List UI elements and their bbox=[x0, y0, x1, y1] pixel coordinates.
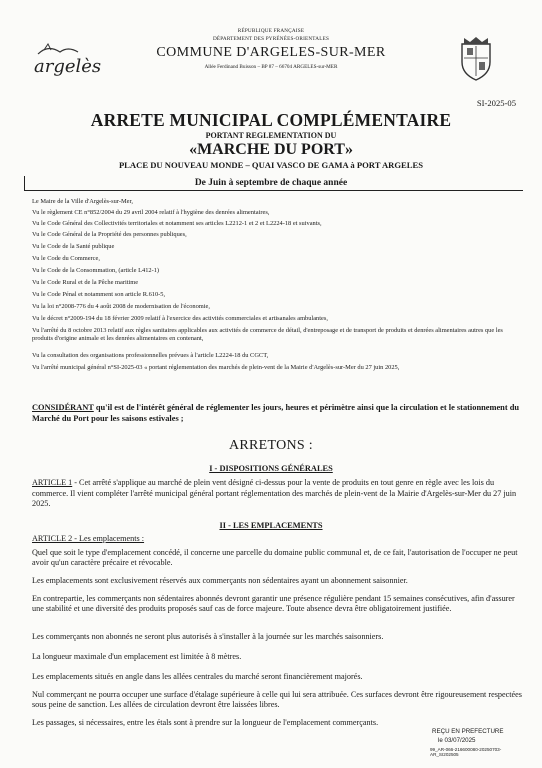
logo-wordmark: argelès bbox=[34, 56, 102, 77]
visa-line: Le Maire de la Ville d'Argelès-sur-Mer, bbox=[32, 198, 133, 205]
visa-line: Vu le Code Rural et de la Pêche maritime bbox=[32, 279, 139, 286]
republique-label: RÉPUBLIQUE FRANÇAISE bbox=[237, 28, 305, 34]
article-1 bbox=[32, 478, 522, 510]
commune-address: Allée Ferdinand Buisson – BP 87 – 66704 ARGELES-sur-MER bbox=[204, 64, 338, 70]
visa-line: Vu le décret n°2009-194 du 18 février 2009 relatif à l'exercice des activités commerciales et artisanales ambulantes, bbox=[32, 315, 328, 322]
article-paragraph: Quel que soit le type d'emplacement concédé, il concerne une parcelle du domaine public communal et, de ce fait, l'autorisation de l'occuper ne peut avoir qu'un caractère précaire et révocable. bbox=[32, 548, 518, 567]
visa-line: Vu le Code Général des Collectivités territoriales et notamment ses articles L2212-1 et 2 et L2224-18 et suivants, bbox=[32, 220, 322, 227]
article-paragraph: La longueur maximale d'un emplacement est limitée à 8 mètres. bbox=[32, 652, 242, 661]
document-title: ARRETE MUNICIPAL COMPLÉMENTAIRE bbox=[90, 110, 452, 130]
stamp-date: le 03/07/2025 bbox=[438, 737, 476, 744]
arretons-heading: ARRETONS : bbox=[228, 438, 314, 453]
section-heading-dispositions: I - DISPOSITIONS GÉNÉRALES bbox=[209, 464, 333, 473]
document-subtitle: PORTANT REGLEMENTATION DU bbox=[205, 131, 337, 140]
stamp-identifier: 99_AR-066-216600080-20250703-AR_SI202505 bbox=[430, 747, 502, 757]
visa-line: Vu le Code Pénal et notamment son article R.610-5, bbox=[32, 291, 166, 298]
market-period: De Juin à septembre de chaque année bbox=[194, 178, 348, 188]
section-heading-emplacements: II - LES EMPLACEMENTS bbox=[219, 521, 323, 530]
considerant-label: CONSIDÉRANT bbox=[32, 403, 94, 412]
visa-line: Vu le Code de la Consommation, (article L412-1) bbox=[32, 267, 160, 274]
commune-name: COMMUNE D'ARGELES-SUR-MER bbox=[156, 45, 386, 60]
visa-line: Vu l'arrêté du 8 octobre 2013 relatif aux règles sanitaires applicables aux activités de commerce de détail, d'entreposage et de transport de produits et denrées alimentaires autres que les produits d'origine animale et les denrées alimentaires en contenant, bbox=[32, 327, 503, 342]
departement-label: DÉPARTEMENT DES PYRÉNÉES-ORIENTALES bbox=[212, 36, 330, 42]
considerant-text: qu'il est de l'intérêt général de réglementer les jours, heures et périmètre ainsi que la circulation et le stationnement du Marché du Port pour les saisons estivales ; bbox=[32, 403, 520, 423]
prefecture-stamp bbox=[430, 727, 522, 757]
visa-line: Vu la loi n°2008-776 du 4 août 2008 de modernisation de l'économie, bbox=[32, 303, 210, 310]
visa-line: Vu le Code du Commerce, bbox=[32, 255, 100, 262]
market-location: PLACE DU NOUVEAU MONDE – QUAI VASCO DE GAMA à PORT ARGELES bbox=[118, 160, 424, 170]
considerant-paragraph bbox=[32, 402, 522, 424]
article-paragraph: Les passages, si nécessaires, entre les étals sont à prendre sur la longueur de l'emplacement commerçants. bbox=[32, 718, 379, 727]
article-paragraph: En contrepartie, les commerçants non sédentaires abonnés devront garantir une présence régulière pendant 15 semaines consécutives, afin d'assurer une stabilité et une diversité des produits proposés sauf cas de force majeure. Toute absence devra être obligatoirement justifiée. bbox=[32, 594, 515, 613]
market-name: «MARCHE DU PORT» bbox=[189, 141, 353, 158]
stamp-received-label: REÇU EN PREFECTURE bbox=[432, 728, 504, 735]
article-paragraph: Les commerçants non abonnés ne seront plus autorisés à s'installer à la journée sur les marchés saisonniers. bbox=[32, 632, 384, 641]
visa-line: Vu le règlement CE n°852/2004 du 29 avril 2004 relatif à l'hygiène des denrées alimentaires, bbox=[32, 209, 270, 216]
article-paragraph: Nul commerçant ne pourra occuper une surface d'étalage supérieure à celle qui lui sera attribuée. Ces surfaces devront être rigoureusement respectées sous peine de sanction. Les allées de circulation devront être laissées libres. bbox=[32, 690, 522, 709]
article-1-label: ARTICLE 1 bbox=[32, 478, 73, 487]
document-reference: SI-2025-05 bbox=[476, 98, 516, 108]
visa-line: Vu la consultation des organisations professionnelles prévues à l'article L2224-18 du CGCT, bbox=[32, 352, 269, 359]
article-paragraph: Les emplacements sont exclusivement réservés aux commerçants non sédentaires ayant un abonnement saisonnier. bbox=[32, 576, 408, 585]
article-2-heading: ARTICLE 2 - Les emplacements : bbox=[32, 534, 145, 543]
article-1-text: - Cet arrêté s'applique au marché de plein vent désigné ci-dessus pour la vente de produits en tout genre en règle avec les lois du commerce. Il vient compléter l'arrêté municipal général portant réglementation des marchés de plein-vent de la Mairie d'Argelès-sur-Mer du 27 juin 2025. bbox=[32, 478, 517, 508]
visa-line: Vu le Code Général de la Propriété des personnes publiques, bbox=[32, 231, 187, 238]
visa-line: Vu l'arrêté municipal général n°SI-2025-03 « portant réglementation des marchés de plein-vent de la Mairie d'Argelès-sur-Mer du 27 juin 2025, bbox=[32, 364, 400, 371]
visa-line: Vu le Code de la Santé publique bbox=[32, 243, 115, 250]
article-paragraph: Les emplacements situés en angle dans les allées centrales du marché seront financièrement majorés. bbox=[32, 672, 363, 681]
